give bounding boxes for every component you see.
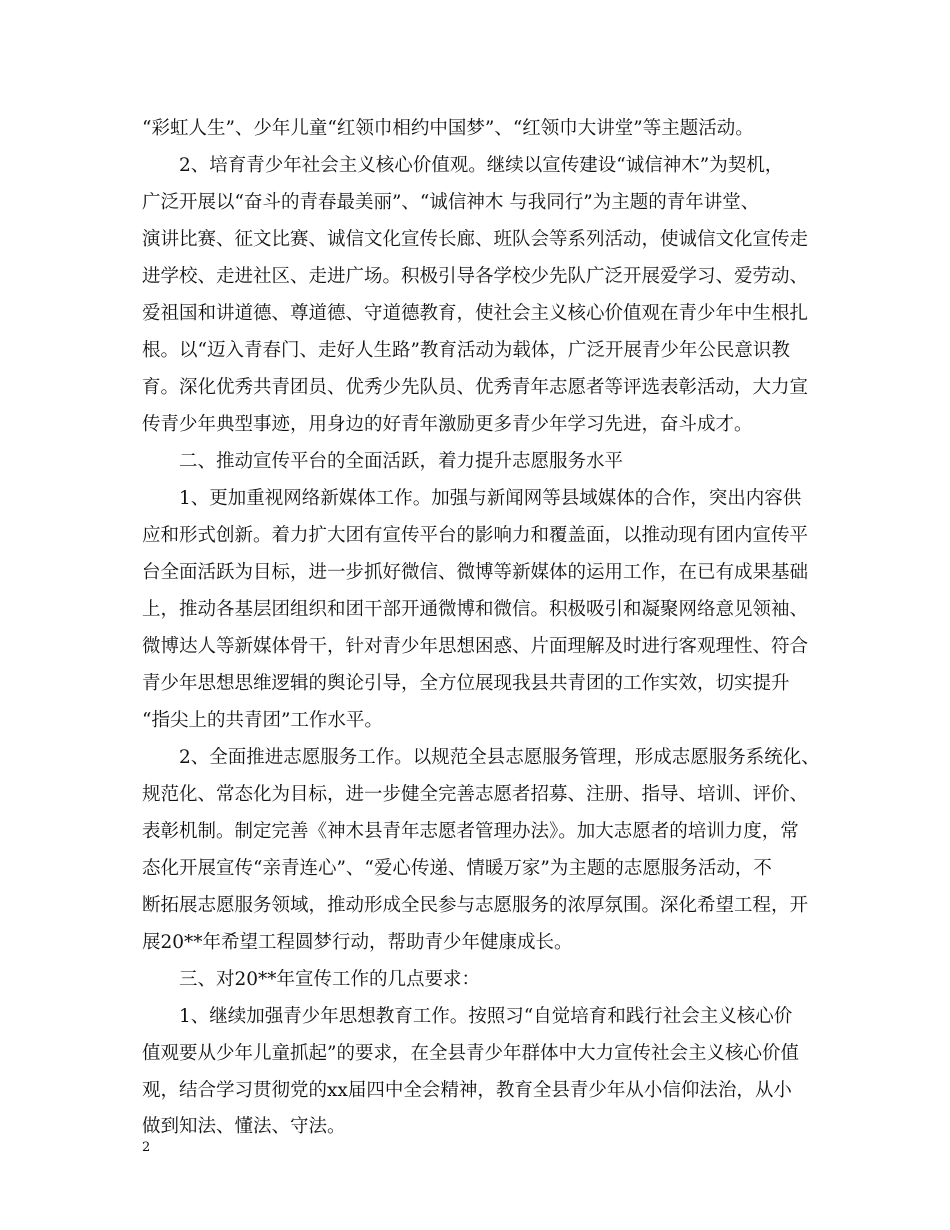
text-line: “指尖上的共青团”工作水平。 bbox=[142, 710, 383, 731]
text-line: 育。深化优秀共青团员、优秀少先队员、优秀青年志愿者等评选表彰活动，大力宣 bbox=[142, 377, 809, 398]
text-line: 根。以“迈入青春门、走好人生路”教育活动为载体，广泛开展青少年公民意识教 bbox=[142, 340, 790, 361]
text-line: 2、培育青少年社会主义核心价值观。继续以宣传建设“诚信神木”为契机， bbox=[142, 155, 784, 176]
text-line: 进学校、走进社区、走进广场。积极引导各学校少先队广泛开展爱学习、爱劳动、 bbox=[142, 266, 809, 287]
text-line: 台全面活跃为目标，进一步抓好微信、微博等新媒体的运用工作，在已有成果基础 bbox=[142, 562, 809, 583]
text-line: 断拓展志愿服务领域，推动形成全民参与志愿服务的浓厚氛围。深化希望工程，开 bbox=[142, 895, 809, 916]
text-line: 1、更加重视网络新媒体工作。加强与新闻网等县域媒体的合作，突出内容供 bbox=[142, 488, 802, 509]
text-line: 2、全面推进志愿服务工作。以规范全县志愿服务管理，形成志愿服务系统化、 bbox=[142, 747, 820, 768]
text-line: 微博达人等新媒体骨干，针对青少年思想困惑、片面理解及时进行客观理性、符合 bbox=[142, 636, 809, 657]
text-line: 传青少年典型事迹，用身边的好青年激励更多青少年学习先进，奋斗成才。 bbox=[142, 414, 753, 435]
text-line: 表彰机制。制定完善《神木县青年志愿者管理办法》。加大志愿者的培训力度，常 bbox=[142, 821, 799, 842]
section-heading: 三、对20**年宣传工作的几点要求： bbox=[142, 969, 481, 990]
text-line: 演讲比赛、征文比赛、诚信文化宣传长廊、班队会等系列活动，使诚信文化宣传走 bbox=[142, 229, 809, 250]
text-line: 值观要从少年儿童抓起”的要求，在全县青少年群体中大力宣传社会主义核心价值 bbox=[142, 1043, 799, 1064]
text-line: 做到知法、懂法、守法。 bbox=[142, 1116, 346, 1137]
text-line: 展20**年希望工程圆梦行动，帮助青少年健康成长。 bbox=[142, 932, 573, 953]
text-line: 应和形式创新。着力扩大团有宣传平台的影响力和覆盖面，以推动现有团内宣传平 bbox=[142, 525, 809, 546]
text-line: 观，结合学习贯彻党的xx届四中全会精神，教育全县青少年从小信仰法治，从小 bbox=[142, 1080, 792, 1101]
page-number: 2 bbox=[142, 1140, 151, 1155]
text-line: 规范化、常态化为目标，进一步健全完善志愿者招募、注册、指导、培训、评价、 bbox=[142, 784, 809, 805]
text-line: 上，推动各基层团组织和团干部开通微博和微信。积极吸引和凝聚网络意见领袖、 bbox=[142, 599, 809, 620]
text-line: 态化开展宣传“亲青连心”、“爱心传递、情暖万家”为主题的志愿服务活动，不 bbox=[142, 858, 772, 879]
text-line: 爱祖国和讲道德、尊道德、守道德教育，使社会主义核心价值观在青少年中生根扎 bbox=[142, 303, 809, 324]
text-line: 1、继续加强青少年思想教育工作。按照习“自觉培育和践行社会主义核心价 bbox=[142, 1006, 793, 1027]
section-heading: 二、推动宣传平台的全面活跃，着力提升志愿服务水平 bbox=[142, 451, 624, 472]
text-line: 广泛开展以“奋斗的青春最美丽”、“诚信神木 与我同行”为主题的青年讲堂、 bbox=[142, 192, 760, 213]
text-line: “彩虹人生”、少年儿童“红领巾相约中国梦”、“红领巾大讲堂”等主题活动。 bbox=[142, 118, 754, 139]
text-line: 青少年思想思维逻辑的舆论引导，全方位展现我县共青团的工作实效，切实提升 bbox=[142, 673, 790, 694]
